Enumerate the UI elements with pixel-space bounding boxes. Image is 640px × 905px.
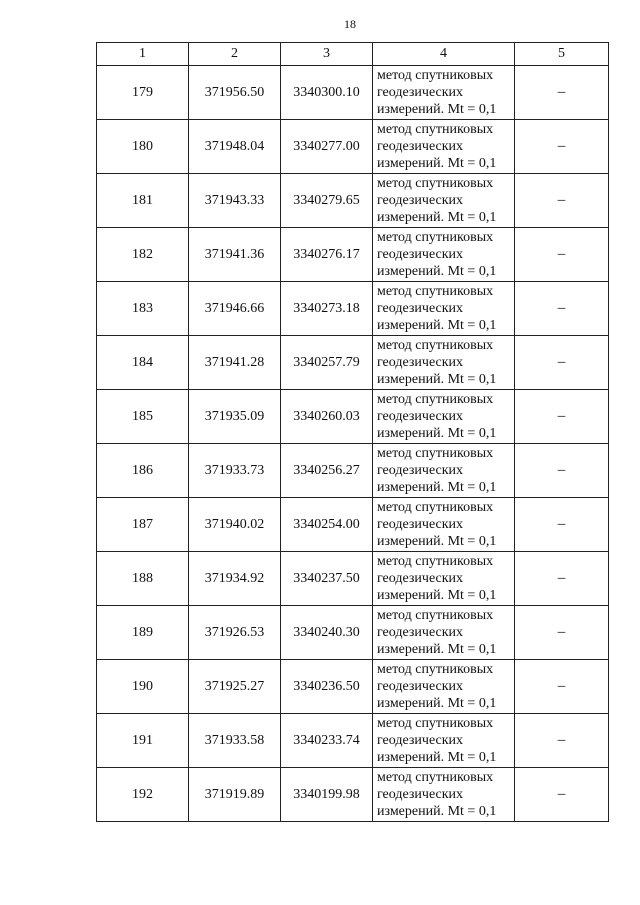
method-text-line: измерений. Mt = 0,1	[377, 210, 497, 225]
point-number-cell: 180	[97, 120, 189, 174]
table-header-row	[97, 43, 609, 66]
x-coordinate-cell: 371941.28	[189, 336, 281, 390]
point-number-cell: 182	[97, 228, 189, 282]
y-coordinate-cell: 3340273.18	[281, 282, 373, 336]
table-row	[97, 606, 609, 660]
method-text-line: метод спутниковых	[377, 230, 494, 245]
table-row	[97, 282, 609, 336]
point-number-cell: 184	[97, 336, 189, 390]
method-cell	[373, 552, 515, 606]
x-coordinate-cell: 371925.27	[189, 660, 281, 714]
method-text-line: геодезических	[377, 355, 464, 370]
method-text-line: метод спутниковых	[377, 554, 494, 569]
point-number-cell: 188	[97, 552, 189, 606]
method-cell	[373, 336, 515, 390]
method-text-line: измерений. Mt = 0,1	[377, 588, 497, 603]
method-text-line: геодезических	[377, 679, 464, 694]
note-cell: –	[515, 66, 609, 120]
method-text-line: геодезических	[377, 247, 464, 262]
y-coordinate-cell: 3340233.74	[281, 714, 373, 768]
y-coordinate-cell: 3340276.17	[281, 228, 373, 282]
note-cell: –	[515, 174, 609, 228]
x-coordinate-cell: 371926.53	[189, 606, 281, 660]
note-cell: –	[515, 228, 609, 282]
point-number-cell: 190	[97, 660, 189, 714]
table-row	[97, 66, 609, 120]
y-coordinate-cell: 3340300.10	[281, 66, 373, 120]
table-row	[97, 336, 609, 390]
method-text-line: метод спутниковых	[377, 122, 494, 137]
x-coordinate-cell: 371941.36	[189, 228, 281, 282]
x-coordinate-cell: 371935.09	[189, 390, 281, 444]
method-text-line: геодезических	[377, 193, 464, 208]
method-text-line: геодезических	[377, 301, 464, 316]
method-text-line: измерений. Mt = 0,1	[377, 372, 497, 387]
x-coordinate-cell: 371948.04	[189, 120, 281, 174]
method-text-line: геодезических	[377, 625, 464, 640]
method-text-line: метод спутниковых	[377, 446, 494, 461]
table-row	[97, 768, 609, 822]
note-cell: –	[515, 120, 609, 174]
method-cell	[373, 390, 515, 444]
method-text-line: метод спутниковых	[377, 716, 494, 731]
x-coordinate-cell: 371934.92	[189, 552, 281, 606]
table-row	[97, 444, 609, 498]
column-header-3: 3	[281, 43, 373, 66]
method-cell	[373, 66, 515, 120]
table-row	[97, 174, 609, 228]
method-text-line: геодезических	[377, 733, 464, 748]
method-text-line: геодезических	[377, 517, 464, 532]
note-cell: –	[515, 444, 609, 498]
point-number-cell: 179	[97, 66, 189, 120]
table-row	[97, 714, 609, 768]
method-text-line: геодезических	[377, 85, 464, 100]
note-cell: –	[515, 552, 609, 606]
point-number-cell: 187	[97, 498, 189, 552]
table-row	[97, 120, 609, 174]
method-text-line: метод спутниковых	[377, 392, 494, 407]
point-number-cell: 189	[97, 606, 189, 660]
column-header-2: 2	[189, 43, 281, 66]
y-coordinate-cell: 3340279.65	[281, 174, 373, 228]
page-number: 18	[344, 17, 356, 31]
method-text-line: измерений. Mt = 0,1	[377, 102, 497, 117]
table-row	[97, 228, 609, 282]
method-cell	[373, 714, 515, 768]
x-coordinate-cell: 371940.02	[189, 498, 281, 552]
point-number-cell: 183	[97, 282, 189, 336]
method-text-line: метод спутниковых	[377, 176, 494, 191]
table-body	[97, 66, 609, 822]
table-row	[97, 390, 609, 444]
point-number-cell: 181	[97, 174, 189, 228]
note-cell: –	[515, 390, 609, 444]
point-number-cell: 192	[97, 768, 189, 822]
method-text-line: метод спутниковых	[377, 338, 494, 353]
method-text-line: метод спутниковых	[377, 68, 494, 83]
method-cell	[373, 228, 515, 282]
method-text-line: измерений. Mt = 0,1	[377, 696, 497, 711]
method-cell	[373, 768, 515, 822]
y-coordinate-cell: 3340199.98	[281, 768, 373, 822]
method-text-line: измерений. Mt = 0,1	[377, 156, 497, 171]
table-row	[97, 660, 609, 714]
note-cell: –	[515, 498, 609, 552]
method-text-line: метод спутниковых	[377, 500, 494, 515]
method-text-line: метод спутниковых	[377, 770, 494, 785]
note-cell: –	[515, 336, 609, 390]
method-text-line: измерений. Mt = 0,1	[377, 534, 497, 549]
method-cell	[373, 282, 515, 336]
method-text-line: метод спутниковых	[377, 284, 494, 299]
point-number-cell: 186	[97, 444, 189, 498]
note-cell: –	[515, 606, 609, 660]
y-coordinate-cell: 3340256.27	[281, 444, 373, 498]
y-coordinate-cell: 3340257.79	[281, 336, 373, 390]
y-coordinate-cell: 3340240.30	[281, 606, 373, 660]
method-cell	[373, 120, 515, 174]
method-text-line: измерений. Mt = 0,1	[377, 750, 497, 765]
method-text-line: геодезических	[377, 409, 464, 424]
column-header-1: 1	[97, 43, 189, 66]
x-coordinate-cell: 371933.73	[189, 444, 281, 498]
note-cell: –	[515, 660, 609, 714]
method-cell	[373, 174, 515, 228]
method-text-line: измерений. Mt = 0,1	[377, 264, 497, 279]
note-cell: –	[515, 282, 609, 336]
y-coordinate-cell: 3340260.03	[281, 390, 373, 444]
point-number-cell: 191	[97, 714, 189, 768]
method-text-line: измерений. Mt = 0,1	[377, 426, 497, 441]
x-coordinate-cell: 371946.66	[189, 282, 281, 336]
point-number-cell: 185	[97, 390, 189, 444]
x-coordinate-cell: 371956.50	[189, 66, 281, 120]
method-cell	[373, 498, 515, 552]
table-row	[97, 498, 609, 552]
method-text-line: измерений. Mt = 0,1	[377, 318, 497, 333]
x-coordinate-cell: 371943.33	[189, 174, 281, 228]
method-text-line: измерений. Mt = 0,1	[377, 804, 497, 819]
method-cell	[373, 660, 515, 714]
y-coordinate-cell: 3340277.00	[281, 120, 373, 174]
coordinates-table	[96, 42, 609, 822]
note-cell: –	[515, 714, 609, 768]
column-header-5: 5	[515, 43, 609, 66]
method-text-line: геодезических	[377, 571, 464, 586]
method-text-line: метод спутниковых	[377, 608, 494, 623]
note-cell: –	[515, 768, 609, 822]
method-text-line: геодезических	[377, 463, 464, 478]
x-coordinate-cell: 371933.58	[189, 714, 281, 768]
y-coordinate-cell: 3340236.50	[281, 660, 373, 714]
column-header-4: 4	[373, 43, 515, 66]
x-coordinate-cell: 371919.89	[189, 768, 281, 822]
y-coordinate-cell: 3340254.00	[281, 498, 373, 552]
method-text-line: измерений. Mt = 0,1	[377, 642, 497, 657]
y-coordinate-cell: 3340237.50	[281, 552, 373, 606]
method-text-line: метод спутниковых	[377, 662, 494, 677]
method-text-line: геодезических	[377, 139, 464, 154]
table-row	[97, 552, 609, 606]
method-cell	[373, 606, 515, 660]
method-text-line: геодезических	[377, 787, 464, 802]
method-text-line: измерений. Mt = 0,1	[377, 480, 497, 495]
method-cell	[373, 444, 515, 498]
